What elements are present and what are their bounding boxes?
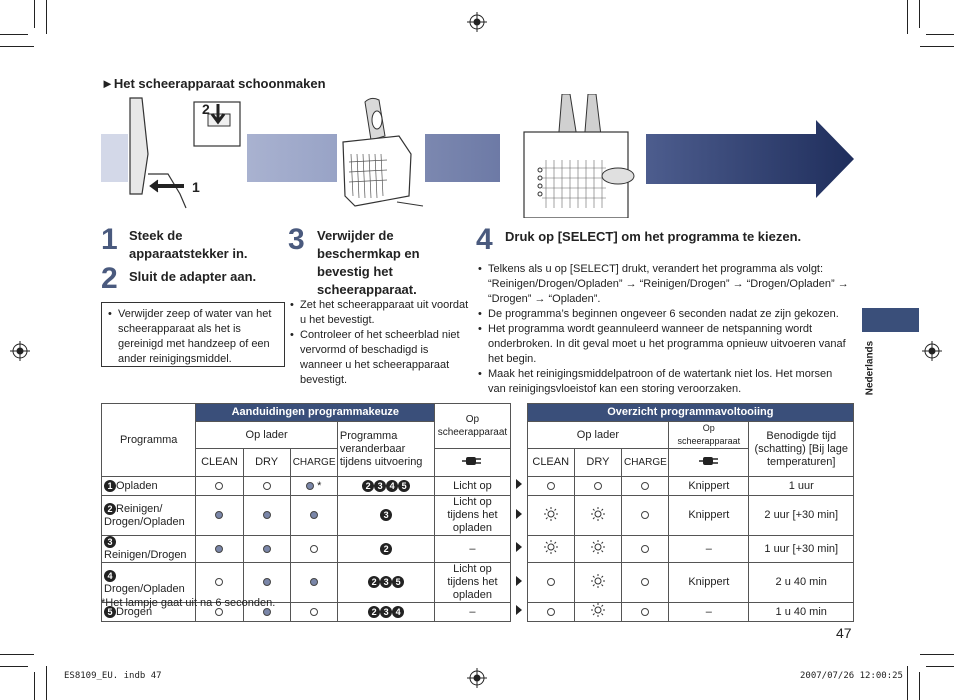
note-bullet: • Telkens als u op [SELECT] drukt, verandert het programma als volgt: “Reinigen/Drogen/Opladen” → “Reinigen/Drogen” → “Drogen/Opladen” → “Drogen” → “Opladen”. (476, 262, 851, 307)
lamp-on-icon (215, 509, 223, 521)
indicator-cell (243, 496, 290, 536)
program-number-badge: 3 (374, 480, 386, 492)
slug-right: 2007/07/26 12:00:25 (800, 671, 903, 681)
crop-mark (907, 666, 908, 700)
program-number-badge: 3 (380, 576, 392, 588)
step-text: Steek de apparaatstekker in. (129, 228, 248, 261)
program-number-badge: 5 (392, 576, 404, 588)
completion-shaver-cell: Knippert (669, 496, 749, 536)
registration-mark-icon (467, 668, 487, 688)
program-number-badge: 3 (104, 536, 116, 548)
note-bullet: • Verwijder zeep of water van het scheerapparaat als het is gereinigd met handzeep of een ander reinigingsmiddel. (106, 307, 280, 367)
header-dry-2: DRY (574, 449, 621, 477)
time-cell: 2 uur [+30 min] (749, 496, 854, 536)
indicator-cell (196, 496, 243, 536)
program-name: Reinigen/ Drogen/Opladen (104, 502, 185, 528)
header-programma: Programma (102, 404, 196, 477)
completion-indicator-cell (621, 477, 668, 496)
program-number-badge: 4 (104, 570, 116, 582)
lamp-on-icon (215, 543, 223, 555)
completion-indicator-cell (527, 496, 574, 536)
lamp-on-icon (263, 509, 271, 521)
completion-indicator-cell (621, 603, 668, 622)
shaver-indicator-cell: Licht op tijdens het opladen (435, 496, 510, 536)
changeable-cell (337, 477, 434, 496)
shaver-indicator-cell: – (435, 536, 510, 563)
step-number: 2 (101, 262, 118, 295)
shaver-base-illustration (337, 96, 425, 212)
blinking-lamp-icon (544, 512, 558, 524)
program-name: Opladen (116, 479, 158, 492)
completion-indicator-cell (574, 536, 621, 563)
completion-indicator-cell (574, 563, 621, 603)
registration-mark-icon (10, 341, 30, 361)
crop-mark (919, 672, 920, 700)
lamp-off-icon (310, 606, 318, 618)
program-name-cell (102, 536, 196, 563)
step4-notes (476, 262, 851, 397)
note-bullet: • Het programma wordt geannuleerd wanneer de netspanning wordt onderbroken. In dit geval moet u het programma opnieuw uitvoeren vanaf het begin. (476, 322, 851, 367)
header-dry: DRY (243, 449, 290, 477)
header-clean: CLEAN (196, 449, 243, 477)
shaver-indicator-cell: – (435, 603, 510, 622)
lamp-off-icon (641, 480, 649, 492)
lamp-off-icon (310, 543, 318, 555)
crop-mark (0, 46, 34, 47)
crop-mark (34, 672, 35, 700)
blinking-lamp-icon (591, 579, 605, 591)
page-number: 47 (836, 625, 852, 641)
step-number: 1 (101, 223, 118, 256)
lamp-on-icon (310, 509, 318, 521)
completion-shaver-cell: Knippert (669, 563, 749, 603)
lamp-off-icon (641, 509, 649, 521)
plug-icon (669, 449, 749, 477)
program-number-badge: 5 (398, 480, 410, 492)
crop-mark (46, 666, 47, 700)
indicator-cell (290, 603, 337, 622)
indicator-cell (196, 536, 243, 563)
slug-left: ES8109_EU. indb 47 (64, 671, 162, 681)
lamp-on-icon (263, 576, 271, 588)
time-cell: 1 u 40 min (749, 603, 854, 622)
table-row (102, 536, 854, 563)
program-name: Drogen (116, 605, 153, 618)
completion-indicator-cell (621, 536, 668, 563)
row-pointer-icon (510, 477, 527, 496)
note-bullet: • De programma’s beginnen ongeveer 6 seconden nadat ze zijn gekozen. (476, 307, 851, 322)
program-number-badge: 4 (386, 480, 398, 492)
registration-mark-icon (467, 12, 487, 32)
header-benodigde-tijd: Benodigde tijd (schatting) [Bij lage temperaturen] (749, 422, 854, 477)
note-bullet: • Maak het reinigingsmiddelpatroon of de watertank niet los. Het morsen van reinigingsvloeistof kan een storing veroorzaken. (476, 367, 851, 397)
plug-icon (435, 449, 510, 477)
footnote: *Het lampje gaat uit na 6 seconden. (101, 597, 276, 609)
step-text: Druk op [SELECT] om het programma te kiezen. (505, 229, 802, 244)
completion-indicator-cell (574, 477, 621, 496)
completion-indicator-cell (574, 496, 621, 536)
program-name-cell (102, 477, 196, 496)
program-number-badge: 5 (104, 606, 116, 618)
header-op-scheerapparaat: Op scheerapparaat (435, 404, 510, 449)
changeable-cell (337, 603, 434, 622)
crop-mark (920, 654, 954, 655)
program-name: Reinigen/Drogen (104, 549, 187, 561)
program-number-badge: 2 (368, 576, 380, 588)
completion-indicator-cell (527, 477, 574, 496)
lamp-off-icon (547, 480, 555, 492)
program-number-badge: 2 (362, 480, 374, 492)
header-op-lader-2: Op lader (527, 422, 669, 449)
crop-mark (926, 34, 954, 35)
indicator-cell (243, 536, 290, 563)
program-name-cell (102, 496, 196, 536)
completion-indicator-cell (621, 496, 668, 536)
header-charge: CHARGE (290, 449, 337, 477)
indicator-cell (290, 496, 337, 536)
lamp-off-icon (641, 606, 649, 618)
time-cell: 2 u 40 min (749, 563, 854, 603)
note-bullet: • Controleer of het scheerblad niet vervormd of beschadigd is wanneer u het scheerapparaat bevestigt. (288, 328, 472, 388)
crop-mark (907, 0, 908, 34)
program-number-badge: 2 (104, 503, 116, 515)
crop-mark (926, 666, 954, 667)
language-label: Nederlands (864, 340, 876, 396)
footnote-star: * (314, 479, 322, 492)
row-pointer-icon (510, 536, 527, 563)
progress-arrow-icon (646, 120, 854, 198)
program-number-badge: 2 (380, 543, 392, 555)
header-op-scheerapparaat-2: Op scheerapparaat (669, 422, 749, 449)
row-pointer-icon (510, 496, 527, 536)
completion-shaver-cell: Knippert (669, 477, 749, 496)
program-number-badge: 3 (380, 509, 392, 521)
completion-indicator-cell (527, 536, 574, 563)
callout-one: 1 (192, 179, 200, 195)
time-cell: 1 uur [+30 min] (749, 536, 854, 563)
shaver-indicator-cell: Licht op tijdens het opladen (435, 563, 510, 603)
band-segment (424, 134, 500, 182)
step-text: Verwijder de beschermkap en bevestig het scheerapparaat. (317, 228, 420, 297)
lamp-off-icon (215, 576, 223, 588)
program-name: Drogen/Opladen (104, 582, 185, 595)
lamp-off-icon (594, 480, 602, 492)
step3-notes (288, 298, 472, 388)
header-charge-2: CHARGE (621, 449, 668, 477)
indicator-cell (290, 477, 337, 496)
note-bullet: • Zet het scheerapparaat uit voordat u het bevestigt. (288, 298, 472, 328)
adapter-plug-illustration (128, 94, 244, 210)
table-row (102, 496, 854, 536)
time-cell: 1 uur (749, 477, 854, 496)
lamp-off-icon (547, 606, 555, 618)
crop-mark (919, 0, 920, 28)
blinking-lamp-icon (544, 545, 558, 557)
row-pointer-icon (510, 603, 527, 622)
header-op-lader: Op lader (196, 422, 338, 449)
crop-mark (34, 0, 35, 28)
crop-mark (0, 34, 28, 35)
blinking-lamp-icon (591, 608, 605, 620)
section-title: ►Het scheerapparaat schoonmaken (101, 76, 326, 91)
program-number-badge: 3 (380, 606, 392, 618)
indicator-cell (196, 477, 243, 496)
changeable-cell (337, 496, 434, 536)
crop-mark (0, 666, 28, 667)
lamp-off-icon (547, 576, 555, 588)
indicator-cell (290, 536, 337, 563)
lamp-on-icon (310, 576, 318, 588)
lamp-on-icon (263, 543, 271, 555)
program-number-badge: 4 (392, 606, 404, 618)
program-table (101, 403, 854, 622)
blinking-lamp-icon (591, 545, 605, 557)
program-number-badge: 2 (368, 606, 380, 618)
header-clean-2: CLEAN (527, 449, 574, 477)
cleaning-note-box (101, 302, 285, 367)
changeable-cell (337, 536, 434, 563)
crop-mark (46, 0, 47, 34)
program-number-badge: 1 (104, 480, 116, 492)
header-overzicht: Overzicht programmavoltooiing (527, 404, 853, 422)
table-row (102, 477, 854, 496)
crop-mark (0, 654, 34, 655)
completion-indicator-cell (527, 603, 574, 622)
crop-mark (920, 46, 954, 47)
registration-mark-icon (922, 341, 942, 361)
completion-indicator-cell (527, 563, 574, 603)
lamp-off-icon (641, 576, 649, 588)
language-tab (862, 308, 919, 332)
band-segment (101, 134, 129, 182)
shaver-indicator-cell: Licht op (435, 477, 510, 496)
lamp-off-icon (263, 480, 271, 492)
header-aanduidingen: Aanduidingen programmakeuze (196, 404, 435, 422)
header-programma-veranderbaar: Programma veranderbaar tijdens uitvoering (337, 422, 434, 477)
lamp-off-icon (215, 480, 223, 492)
completion-indicator-cell (574, 603, 621, 622)
changeable-cell (337, 563, 434, 603)
callout-two: 2 (202, 101, 210, 117)
indicator-cell (290, 563, 337, 603)
completion-shaver-cell: – (669, 603, 749, 622)
row-pointer-icon (510, 563, 527, 603)
step-number: 4 (476, 223, 493, 256)
step-text: Sluit de adapter aan. (129, 269, 257, 284)
band-segment (247, 134, 337, 182)
lamp-on-icon (306, 480, 321, 492)
lamp-off-icon (641, 543, 649, 555)
select-button-illustration (518, 94, 636, 218)
step-number: 3 (288, 223, 305, 256)
completion-indicator-cell (621, 563, 668, 603)
table-gap (510, 404, 527, 477)
blinking-lamp-icon (591, 512, 605, 524)
completion-shaver-cell: – (669, 536, 749, 563)
indicator-cell (243, 477, 290, 496)
